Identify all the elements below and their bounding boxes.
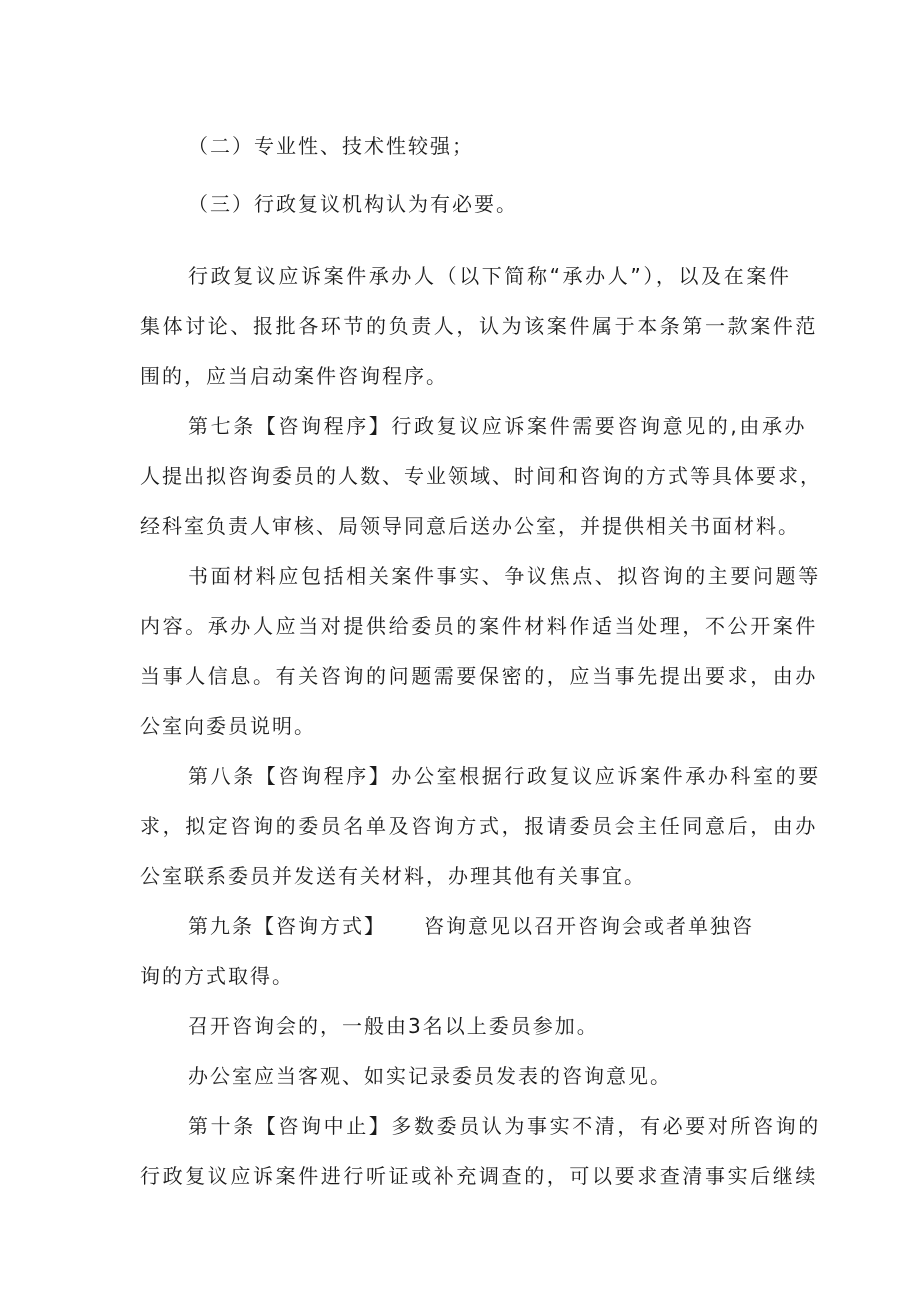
list-item-3: （三）行政复议机构认为有必要。 xyxy=(188,192,518,216)
article-7-line: 人提出拟咨询委员的人数、专业领域、时间和咨询的方式等具体要求， xyxy=(140,464,822,488)
article-8-line: 公室联系委员并发送有关材料，办理其他有关事宜。 xyxy=(140,864,646,888)
paragraph-line: 行政复议应诉案件承办人（以下简称“承办人”），以及在案件 xyxy=(188,264,792,288)
article-9-line: 询的方式取得。 xyxy=(140,964,294,988)
paragraph-line: 内容。承办人应当对提供给委员的案件材料作适当处理，不公开案件 xyxy=(140,614,818,638)
article-8-line: 第八条【咨询程序】办公室根据行政复议应诉案件承办科室的要 xyxy=(188,764,821,788)
paragraph-line: 当事人信息。有关咨询的问题需要保密的，应当事先提出要求，由办 xyxy=(140,664,818,688)
paragraph-line: 集体讨论、报批各环节的负责人，认为该案件属于本条第一款案件范 xyxy=(140,314,818,338)
article-7-line: 经科室负责人审核、局领导同意后送办公室，并提供相关书面材料。 xyxy=(140,514,800,538)
paragraph-line: 办公室应当客观、如实记录委员发表的咨询意见。 xyxy=(188,1064,672,1088)
paragraph-line: 书面材料应包括相关案件事实、争议焦点、拟咨询的主要问题等 xyxy=(188,564,821,588)
article-8-line: 求，拟定咨询的委员名单及咨询方式，报请委员会主任同意后，由办 xyxy=(140,814,818,838)
list-item-2: （二）专业性、技术性较强； xyxy=(188,134,474,158)
article-9-heading: 第九条【咨询方式】 xyxy=(188,914,386,938)
article-10-line: 第十条【咨询中止】多数委员认为事实不清，有必要对所咨询的 xyxy=(188,1114,821,1138)
paragraph-line: 公室向委员说明。 xyxy=(140,714,316,738)
article-9-line: 咨询意见以召开咨询会或者单独咨 xyxy=(424,914,754,938)
article-10-line: 行政复议应诉案件进行听证或补充调查的，可以要求查清事实后继续 xyxy=(140,1164,818,1188)
paragraph-line: 围的，应当启动案件咨询程序。 xyxy=(140,364,448,388)
paragraph-line: 召开咨询会的，一般由3名以上委员参加。 xyxy=(188,1014,599,1038)
article-7-line: 第七条【咨询程序】行政复议应诉案件需要咨询意见的,由承办 xyxy=(188,414,808,438)
